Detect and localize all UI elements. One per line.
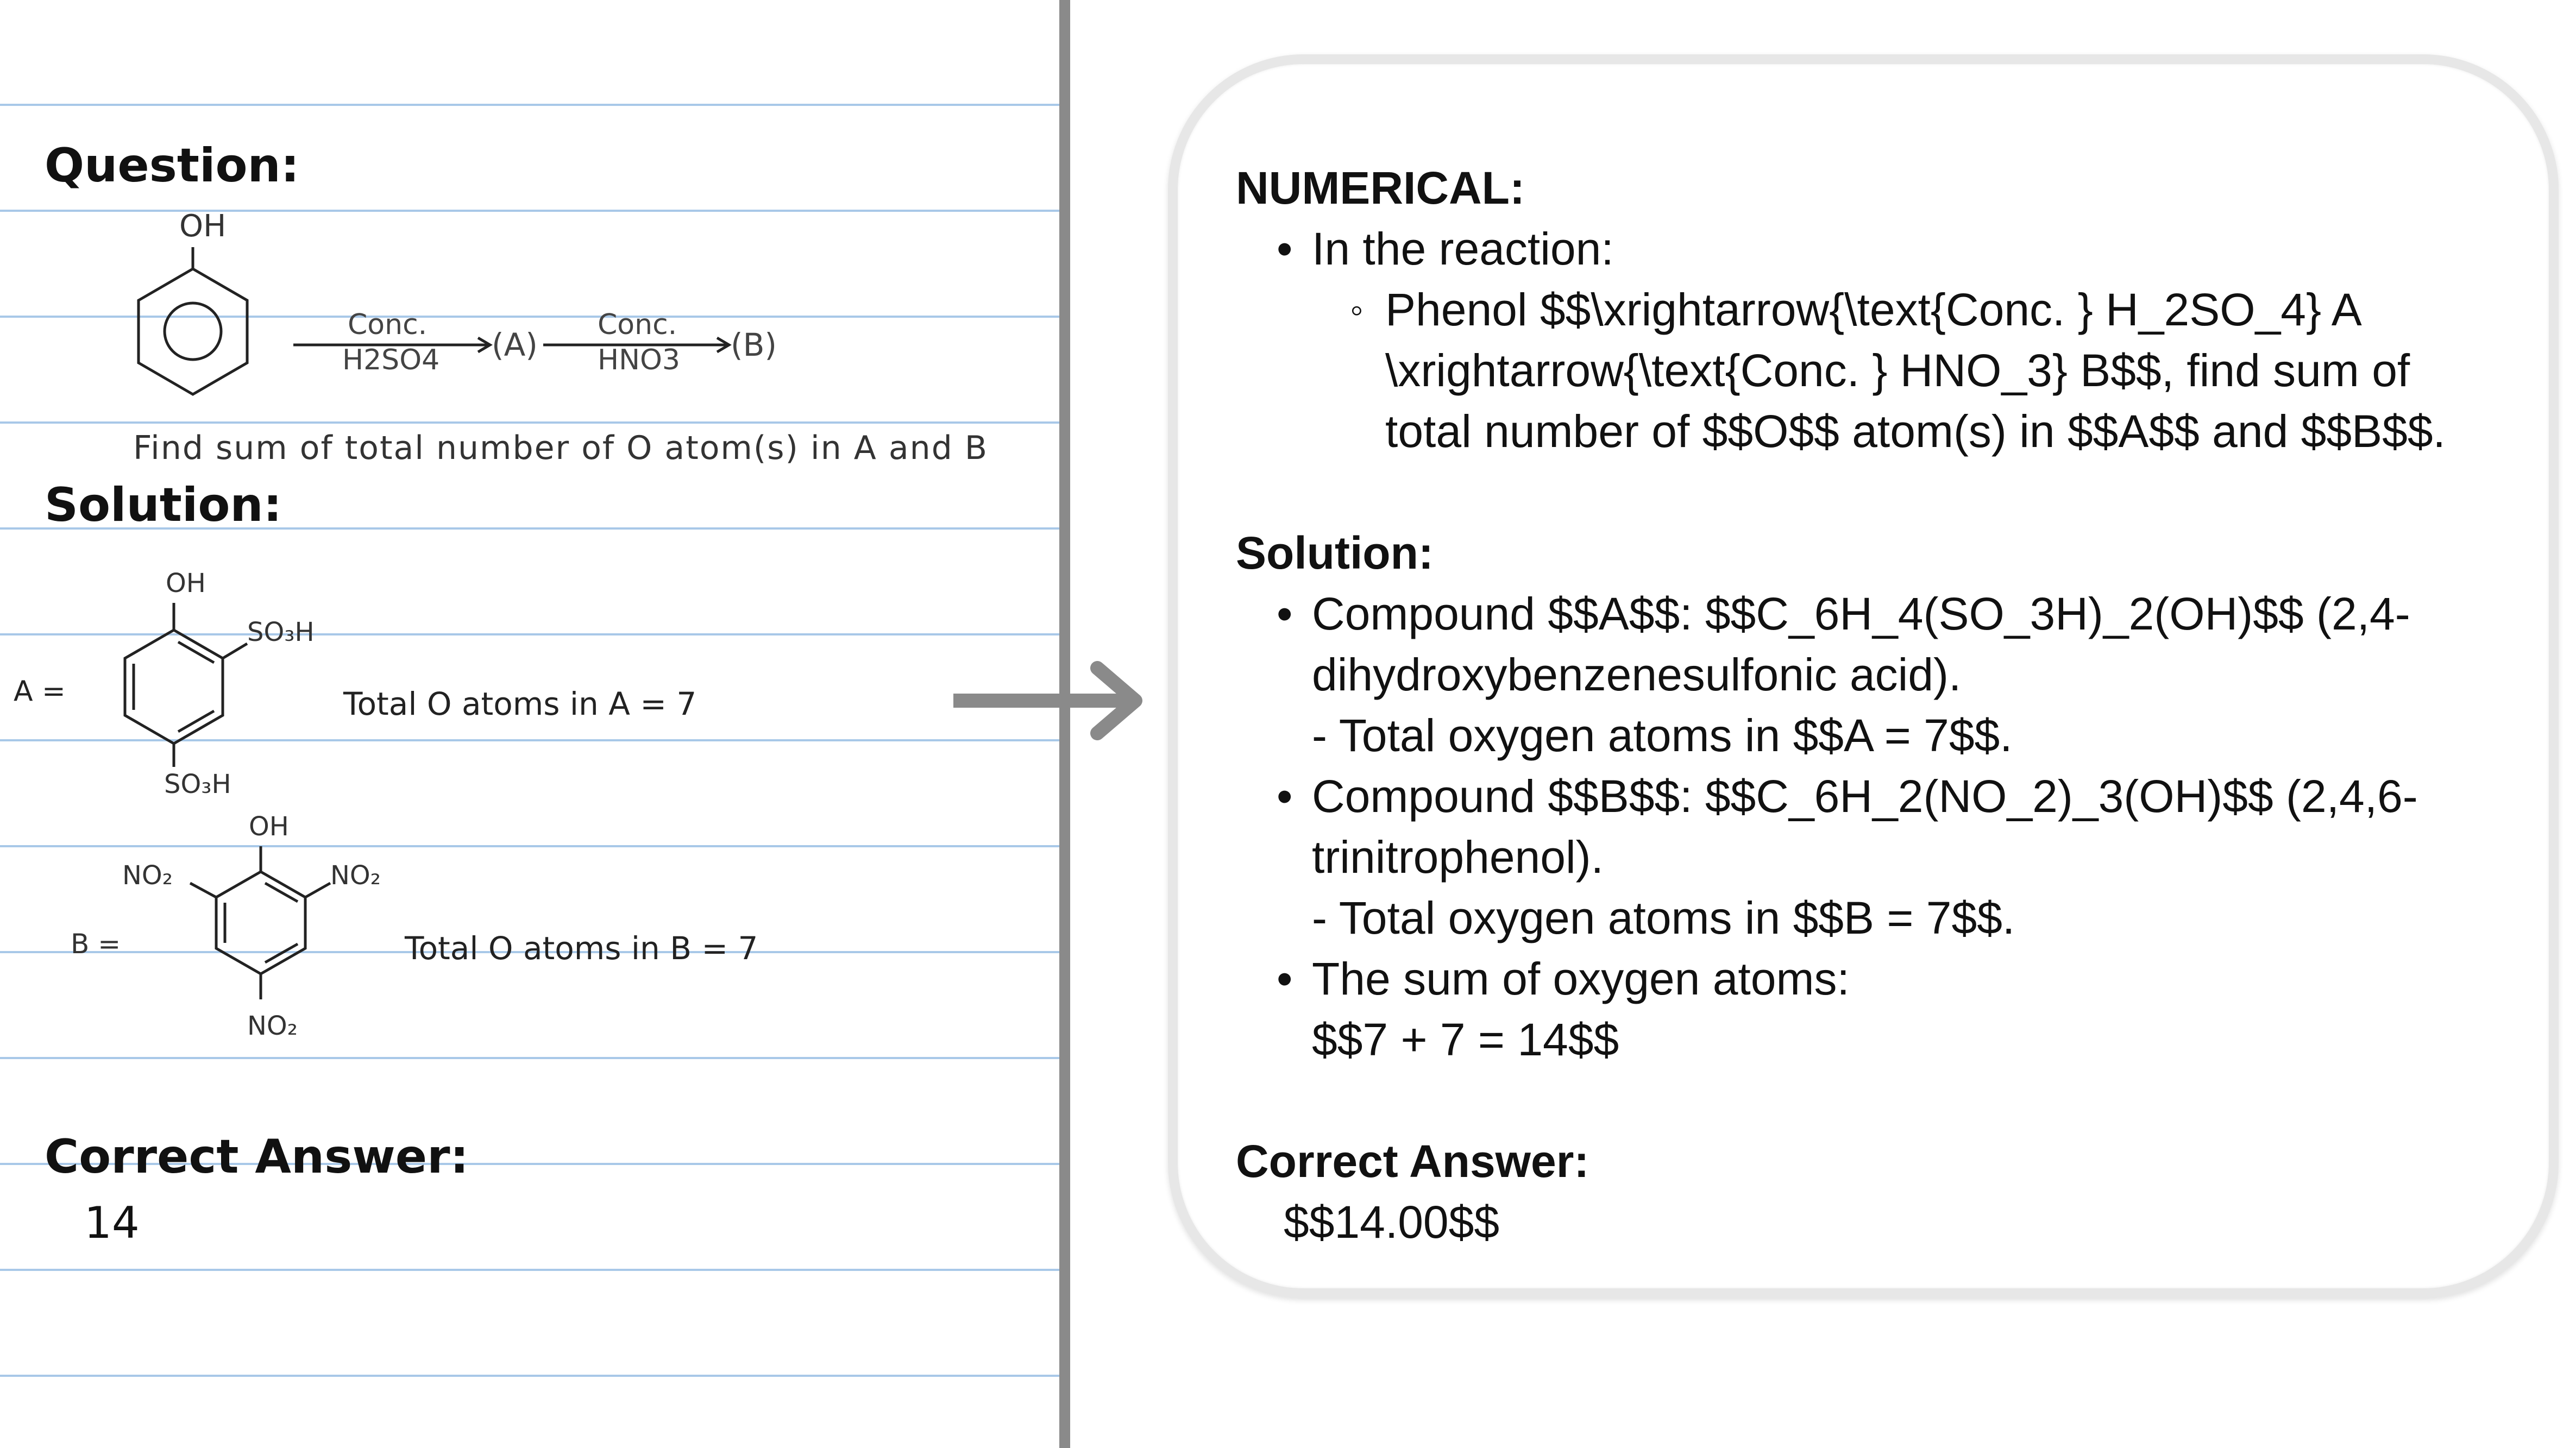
- question-text: Find sum of total number of O atom(s) in A and B: [133, 429, 989, 467]
- reagent2-bottom: HNO3: [598, 344, 681, 376]
- card-content: [1236, 158, 2540, 1252]
- notebook-panel: [0, 0, 1059, 1448]
- b-oh-label: OH: [249, 811, 289, 842]
- reaction-line-3: total number of $$O$$ atom(s) in $$A$$ and $$B$$.: [1385, 406, 2446, 457]
- compound-b-total: - Total oxygen atoms in $$B = 7$$.: [1312, 892, 2015, 943]
- reagent2-top: Conc.: [598, 309, 677, 341]
- list-item: [1385, 279, 2540, 462]
- sum-line-1: • The sum of oxygen atoms:: [1312, 953, 1850, 1004]
- reagent1-bottom: H2SO4: [342, 344, 440, 376]
- a-so3h-top-label: SO₃H: [247, 617, 315, 647]
- compound-b-structure: [60, 809, 429, 1059]
- compound-b-line-2: trinitrophenol).: [1312, 832, 1604, 883]
- nested-list: [1312, 279, 2540, 462]
- b-equals-label: B =: [71, 928, 121, 960]
- correct-answer-value: 14: [84, 1198, 140, 1248]
- compound-a-line-1: • Compound $$A$$: $$C_6H_4(SO_3H)_2(OH)$$ (2,4-: [1312, 588, 2410, 639]
- a-so3h-bottom-label: SO₃H: [164, 769, 231, 799]
- b-no2-bottom-label: NO₂: [247, 1011, 298, 1041]
- product-b-label: (B): [731, 326, 777, 363]
- list-item: [1312, 948, 2540, 1070]
- correct-answer-output: $$14.00$$: [1284, 1197, 1500, 1248]
- b-total-text: Total O atoms in B = 7: [405, 930, 758, 967]
- solution-heading: Solution:: [1236, 527, 1434, 578]
- compound-b-line-1: • Compound $$B$$: $$C_6H_2(NO_2)_3(OH)$$ (2,4,6-: [1312, 771, 2418, 822]
- a-oh-label: OH: [166, 568, 206, 599]
- reaction-line-1: ◦ Phenol $$\xrightarrow{\text{Conc. } H_2SO_4} A: [1385, 284, 2362, 335]
- compound-a-structure: [14, 565, 364, 804]
- a-equals-label: A =: [14, 675, 66, 708]
- solution-list: [1236, 583, 2540, 1070]
- numerical-list: [1236, 218, 2540, 462]
- correct-answer-label: Correct Answer:: [45, 1130, 469, 1184]
- compound-a-line-2: dihydroxybenzenesulfonic acid).: [1312, 649, 1962, 700]
- b-no2-left-label: NO₂: [122, 860, 173, 891]
- numerical-heading: NUMERICAL:: [1236, 162, 1525, 213]
- right-arrow-icon: [951, 660, 1157, 741]
- list-item: [1312, 218, 2540, 462]
- correct-answer-heading: Correct Answer:: [1236, 1136, 1589, 1187]
- list-item: [1312, 583, 2540, 766]
- solution-label: Solution:: [45, 478, 282, 532]
- oh-label: OH: [179, 209, 227, 244]
- reaction-intro: In the reaction:: [1312, 223, 1614, 274]
- question-label: Question:: [45, 138, 300, 193]
- product-a-label: (A): [492, 326, 538, 363]
- a-total-text: Total O atoms in A = 7: [343, 685, 697, 722]
- compound-a-total: - Total oxygen atoms in $$A = 7$$.: [1312, 710, 2013, 761]
- b-no2-right-label: NO₂: [330, 860, 381, 891]
- sum-line-2: $$7 + 7 = 14$$: [1312, 1014, 1619, 1065]
- reagent1-top: Conc.: [348, 309, 428, 341]
- reaction-scheme: [120, 206, 826, 413]
- list-item: [1312, 766, 2540, 948]
- reaction-line-2: \xrightarrow{\text{Conc. } HNO_3} B$$, find sum of: [1385, 345, 2410, 396]
